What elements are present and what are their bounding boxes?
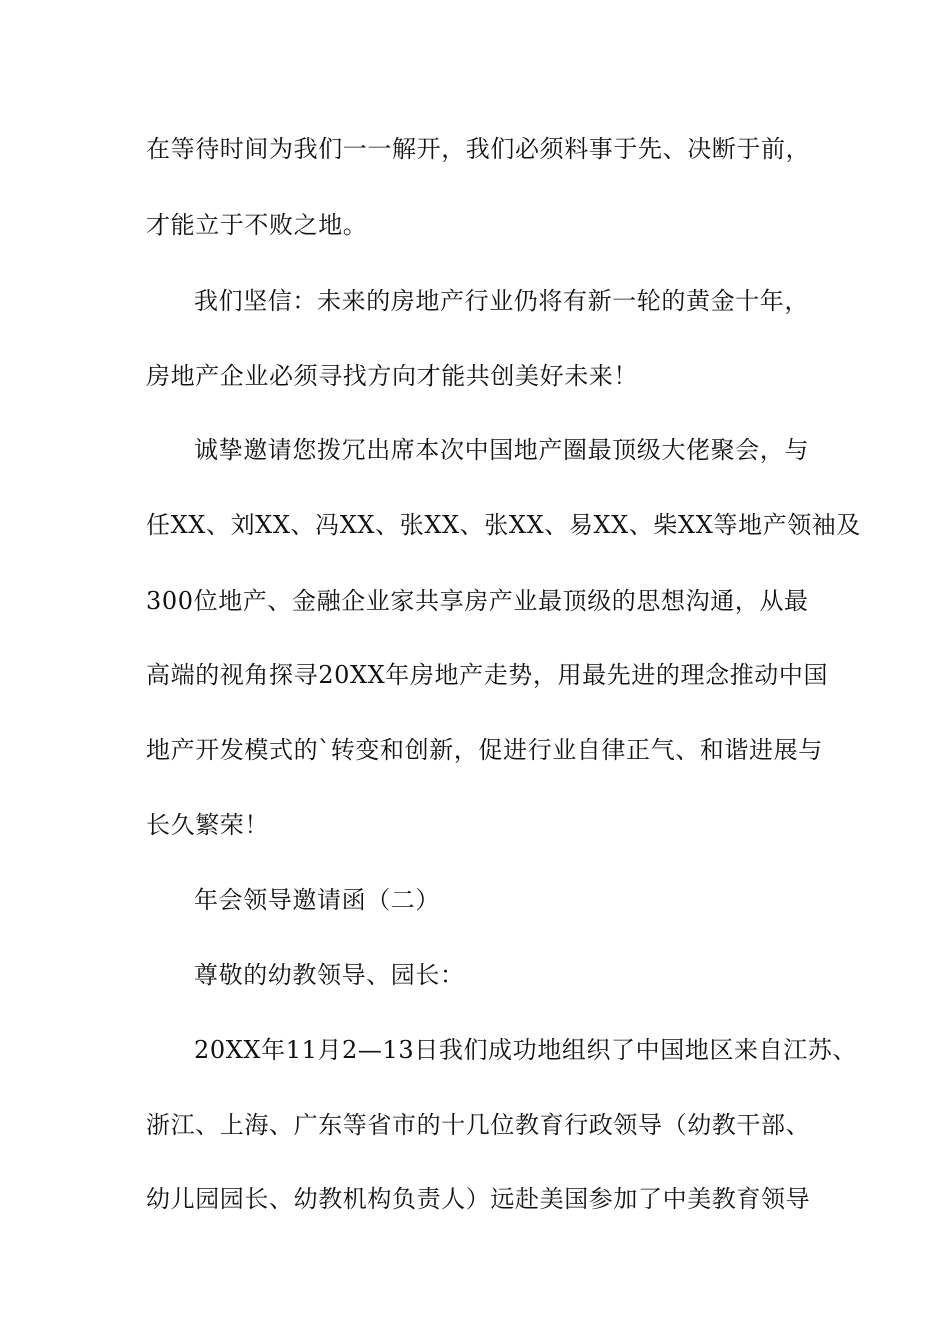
paragraph-line: 诚挚邀请您拨冗出席本次中国地产圈最顶级大佬聚会，与 (194, 436, 809, 464)
text-line: 高端的视角探寻20XX年房地产走势，用最先进的理念推动中国 (146, 661, 829, 689)
text-line: 房地产企业必须寻找方向才能共创美好未来！ (146, 362, 638, 390)
text-line: 浙江、上海、广东等省市的十几位教育行政领导（幼教干部、 (146, 1111, 811, 1139)
text-line: 幼儿园园长、幼教机构负责人）远赴美国参加了中美教育领导 (146, 1185, 811, 1213)
text-line: 地产开发模式的`转变和创新，促进行业自律正气、和谐进展与 (146, 736, 823, 764)
text-line: 任XX、刘XX、冯XX、张XX、张XX、易XX、柴XX等地产领袖及 (146, 511, 862, 539)
paragraph-line: 我们坚信：未来的房地产行业仍将有新一轮的黄金十年， (194, 287, 809, 315)
text-line: 才能立于不败之地。 (146, 211, 368, 239)
text-line: 在等待时间为我们一一解开，我们必须料事于先、决断于前， (146, 135, 811, 163)
text-line: 300位地产、金融企业家共享房产业最顶级的思想沟通，从最 (146, 587, 809, 615)
text-line: 长久繁荣！ (146, 811, 269, 839)
section-heading: 年会领导邀请函（二） (194, 886, 440, 914)
salutation: 尊敬的幼教领导、园长： (194, 961, 465, 989)
paragraph-line: 20XX年11月2—13日我们成功地组织了中国地区来自江苏、 (194, 1036, 858, 1064)
